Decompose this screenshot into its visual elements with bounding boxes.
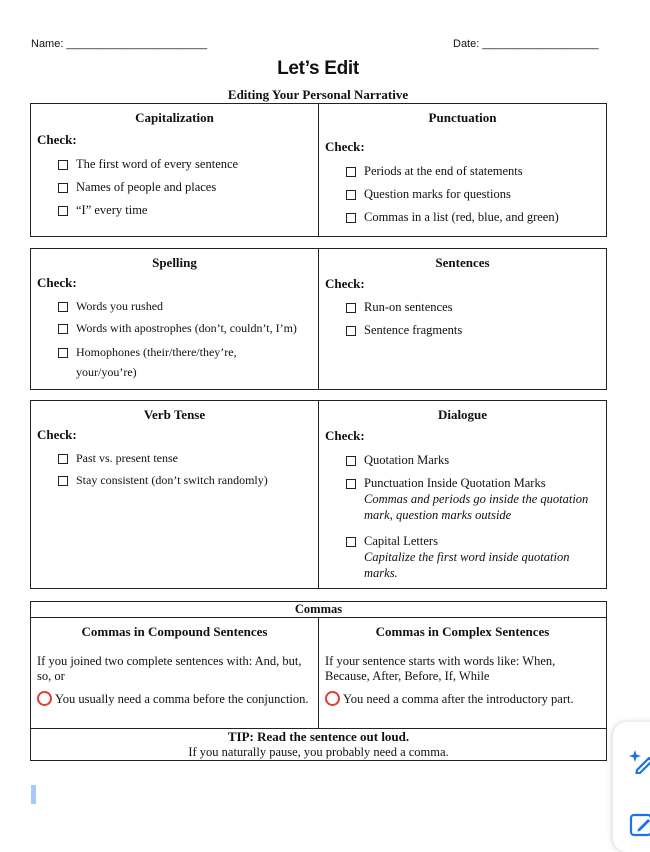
sparkle-pen-icon: [629, 748, 650, 774]
date-field-label: Date: ___________________: [453, 38, 599, 50]
checkbox-icon[interactable]: [58, 348, 68, 358]
checklist-item[interactable]: [58, 342, 318, 382]
checklist-item[interactable]: [58, 320, 318, 336]
item-label: Names of people and places: [76, 180, 217, 194]
complex-title: Commas in Complex Sentences: [375, 624, 550, 639]
check-label: Check:: [37, 275, 77, 290]
section-title: Capitalization: [135, 110, 214, 125]
verb-tense-dialogue-table: [30, 400, 607, 589]
checklist-item[interactable]: [346, 163, 606, 179]
checklist-item[interactable]: [58, 202, 318, 218]
complex-rule-line: [325, 691, 600, 707]
checkbox-icon[interactable]: [346, 167, 356, 177]
spelling-cell: [31, 249, 319, 390]
checkbox-icon[interactable]: [346, 213, 356, 223]
checklist-item[interactable]: [346, 322, 606, 338]
item-note: Commas and periods go inside the quotation mark, question marks outside: [364, 492, 589, 522]
item-label: Sentence fragments: [364, 323, 463, 337]
compound-rule: You usually need a comma before the conjunction.: [55, 692, 309, 706]
tip-cell: [31, 729, 607, 761]
page-title: Let’s Edit: [277, 58, 359, 79]
red-circle-icon: [37, 691, 52, 706]
compound-title: Commas in Compound Sentences: [81, 624, 268, 639]
compound-rule-line: [37, 691, 312, 707]
punctuation-cell: [319, 104, 607, 237]
checkbox-icon[interactable]: [58, 324, 68, 334]
checklist-item[interactable]: [58, 298, 318, 314]
item-label: Commas in a list (red, blue, and green): [364, 210, 559, 224]
check-label: Check:: [37, 132, 77, 147]
checklist-item[interactable]: [58, 450, 318, 466]
checkbox-icon[interactable]: [346, 190, 356, 200]
check-label: Check:: [325, 428, 365, 443]
checklist-item[interactable]: [346, 186, 606, 202]
check-label: Check:: [37, 427, 77, 442]
section-title: Spelling: [152, 255, 197, 270]
sentences-cell: [319, 249, 607, 390]
checkbox-icon[interactable]: [58, 160, 68, 170]
checklist-item[interactable]: [58, 472, 318, 488]
checkbox-icon[interactable]: [346, 479, 356, 489]
complex-intro: If your sentence starts with words like: When, Because, After, Before, If, While: [325, 654, 556, 683]
capitalization-cell: [31, 104, 319, 237]
red-circle-icon: [325, 691, 340, 706]
item-label: Words with apostrophes (don’t, couldn’t, I’m): [76, 321, 297, 335]
section-title: Verb Tense: [143, 407, 206, 422]
capitalization-punctuation-table: [30, 103, 607, 237]
checklist-item[interactable]: [346, 452, 606, 468]
complex-cell: [319, 618, 607, 729]
checkbox-icon[interactable]: [58, 476, 68, 486]
checkbox-icon[interactable]: [346, 303, 356, 313]
commas-table: [30, 601, 607, 761]
checkbox-icon[interactable]: [346, 326, 356, 336]
tip-text: If you naturally pause, you probably need a comma.: [188, 745, 449, 759]
section-title: Dialogue: [437, 407, 488, 422]
checkbox-icon[interactable]: [58, 183, 68, 193]
edit-icon: [629, 812, 650, 838]
checkbox-icon[interactable]: [346, 537, 356, 547]
check-label: Check:: [325, 276, 365, 291]
item-label: Words you rushed: [76, 299, 164, 313]
checklist-item[interactable]: [346, 533, 606, 581]
page-subtitle: Editing Your Personal Narrative: [227, 87, 409, 102]
checklist-item[interactable]: [346, 299, 606, 315]
item-label: Stay consistent (don’t switch randomly): [76, 473, 268, 487]
section-title: Sentences: [435, 255, 490, 270]
checkbox-icon[interactable]: [58, 454, 68, 464]
item-label: Punctuation Inside Quotation Marks: [364, 476, 546, 490]
compound-intro: If you joined two complete sentences with: And, but, so, or: [37, 654, 302, 683]
compound-cell: [31, 618, 319, 729]
checkbox-icon[interactable]: [58, 206, 68, 216]
item-label: Run-on sentences: [364, 300, 453, 314]
side-toolbar: [613, 722, 650, 852]
complex-rule: You need a comma after the introductory part.: [343, 692, 574, 706]
checklist-item[interactable]: [58, 179, 318, 195]
checklist-item[interactable]: [346, 209, 606, 225]
checklist-item[interactable]: [346, 475, 606, 523]
item-label: Capital Letters: [364, 534, 438, 548]
tip-title: TIP: Read the sentence out loud.: [227, 729, 410, 744]
item-label: Question marks for questions: [364, 187, 511, 201]
verb-tense-cell: [31, 401, 319, 589]
spelling-sentences-table: [30, 248, 607, 390]
commas-title: Commas: [31, 602, 607, 618]
item-label: Periods at the end of statements: [364, 164, 523, 178]
edit-button[interactable]: [629, 812, 650, 838]
text-cursor[interactable]: [31, 785, 36, 804]
item-label: Past vs. present tense: [76, 451, 178, 465]
ai-assist-button[interactable]: [629, 748, 650, 774]
item-label: Quotation Marks: [364, 453, 450, 467]
checklist-item[interactable]: [58, 156, 318, 172]
item-label: The first word of every sentence: [76, 157, 239, 171]
item-label: “I” every time: [76, 203, 148, 217]
item-label: Homophones (their/there/they’re, your/you’re): [76, 345, 237, 379]
dialogue-cell: [319, 401, 607, 589]
checkbox-icon[interactable]: [58, 302, 68, 312]
check-label: Check:: [325, 139, 365, 154]
item-note: Capitalize the first word inside quotation marks.: [364, 550, 570, 580]
section-title: Punctuation: [428, 110, 497, 125]
name-field-label: Name: _______________________: [31, 38, 208, 50]
checkbox-icon[interactable]: [346, 456, 356, 466]
